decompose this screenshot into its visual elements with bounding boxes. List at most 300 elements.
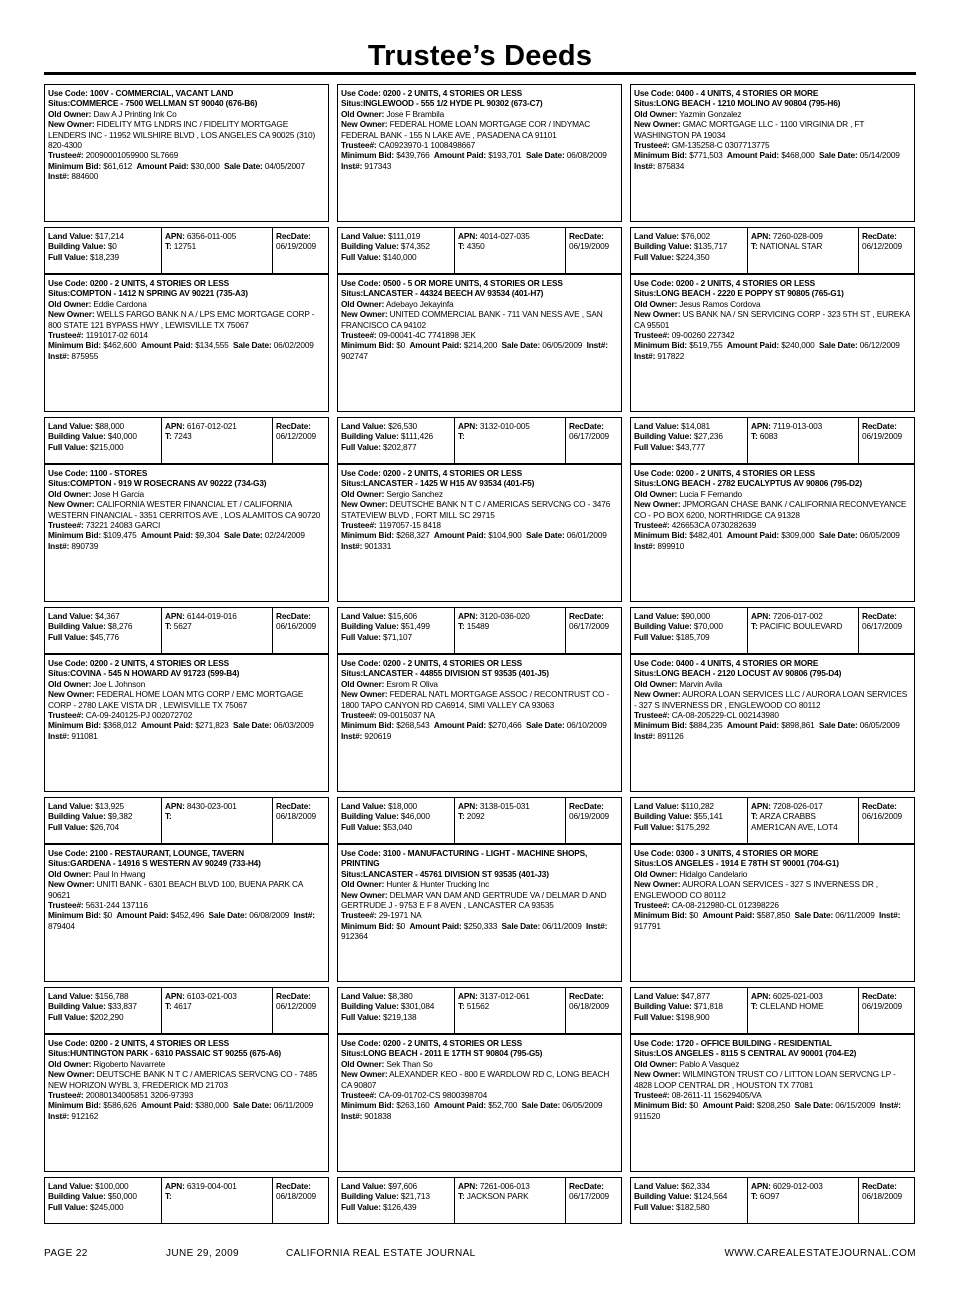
min-bid-value: $268,543 [396, 720, 430, 731]
new-owner-value: FIDELITY MTG LNDRS INC / FIDELITY MORTGAGE LENDERS INC - 11952 WILSHIRE BLVD , LOS ANGELES CA 90025 (310) 820-4300 [48, 119, 316, 151]
old-owner-value: Pablo A Vasquez [679, 1058, 740, 1069]
use-code-value: 0400 - 4 UNITS, 4 STORIES OR MORE [675, 658, 819, 668]
full-value-label: Full Value: [48, 251, 88, 262]
min-bid-value: $0 [103, 910, 113, 921]
sale-date-value: 06/05/2009 [542, 340, 583, 351]
land-value: $111,019 [388, 231, 421, 241]
deed-values [337, 227, 622, 274]
recdate-value: 06/16/2009 [862, 811, 903, 822]
t-label: T: [751, 1001, 758, 1012]
trustee-value: 426653CA 0730282639 [671, 520, 757, 531]
full-value: $18,239 [90, 251, 119, 262]
deed-record [337, 464, 622, 654]
full-value: $53,040 [383, 821, 412, 832]
full-value-label: Full Value: [341, 821, 381, 832]
min-bid-value: $0 [689, 910, 699, 921]
deed-record [630, 844, 915, 1034]
land-value-label: Land Value: [48, 801, 93, 811]
t-label: T: [165, 621, 172, 632]
inst-value: 912162 [71, 1110, 99, 1121]
land-value: $100,000 [95, 1181, 129, 1191]
deed-record [44, 844, 329, 1034]
situs-label: Situs: [341, 868, 364, 879]
amount-paid-value: $452,496 [170, 910, 205, 921]
recdate-label: RecDate: [276, 611, 311, 621]
inst-value: 920619 [364, 730, 392, 741]
trustee-label: Trustee#: [48, 150, 84, 161]
min-bid-label: Minimum Bid: [341, 530, 395, 541]
recdate-label: RecDate: [569, 231, 604, 241]
amount-paid-label: Amount Paid: [726, 340, 780, 351]
building-value: $21,713 [400, 1191, 430, 1202]
building-value: $55,141 [693, 811, 723, 822]
recdate-label: RecDate: [862, 421, 897, 431]
amount-paid-value: $468,000 [781, 150, 815, 161]
apn-label: APN: [751, 1181, 771, 1191]
amount-paid-value: $134,555 [195, 340, 229, 351]
building-value: $9,382 [107, 811, 133, 822]
apn-value: 6356-011-005 [186, 231, 237, 241]
recdate-value: 06/16/2009 [276, 621, 317, 632]
old-owner-label: Old Owner: [341, 1058, 385, 1069]
full-value: $202,877 [383, 441, 417, 452]
sale-date-label: Sale Date: [224, 160, 263, 171]
amount-paid-label: Amount Paid: [702, 910, 755, 921]
amount-paid-label: Amount Paid: [409, 340, 462, 351]
amount-paid-label: Amount Paid: [116, 910, 169, 921]
old-owner-label: Old Owner: [48, 1058, 92, 1069]
situs-value: COVINA - 545 N HOWARD AV 91723 (599-B4) [70, 668, 240, 679]
apn-value: 6103-021-003 [186, 991, 237, 1001]
amount-paid-value: $104,900 [488, 530, 522, 541]
full-value: $140,000 [383, 251, 417, 262]
full-value: $245,000 [90, 1201, 124, 1212]
situs-value: LONG BEACH - 2011 E 17TH ST 90804 (795-G5) [363, 1048, 543, 1059]
full-value-label: Full Value: [48, 631, 88, 642]
use-code-value: 0200 - 2 UNITS, 4 STORIES OR LESS [675, 468, 816, 478]
land-value-label: Land Value: [634, 231, 679, 241]
old-owner-label: Old Owner: [341, 108, 385, 119]
trustee-label: Trustee#: [634, 140, 670, 151]
recdate-cell [565, 798, 621, 843]
deed-record [630, 274, 915, 464]
t-value: NATIONAL STAR [759, 241, 823, 252]
trustee-label: Trustee#: [341, 710, 377, 721]
deed-values [337, 417, 622, 464]
apn-cell [747, 988, 858, 1033]
apn-value: 7260-028-009 [772, 231, 823, 241]
new-owner-label: New Owner: [634, 119, 681, 130]
values-cell [338, 418, 454, 463]
land-value: $97,606 [388, 1181, 418, 1191]
new-owner-label: New Owner: [634, 689, 681, 700]
deed-values [44, 417, 329, 464]
building-value-label: Building Value: [634, 621, 692, 632]
apn-value: 3120-036-020 [479, 611, 530, 621]
values-cell [631, 798, 747, 843]
t-label: T: [751, 621, 758, 632]
full-value-label: Full Value: [48, 821, 88, 832]
sale-date-label: Sale Date: [224, 530, 263, 541]
land-value-label: Land Value: [634, 421, 679, 431]
use-code-value: 1720 - OFFICE BUILDING - RESIDENTIAL [675, 1038, 832, 1048]
deed-record [337, 654, 622, 844]
recdate-value: 06/12/2009 [276, 431, 317, 442]
deed-record [44, 1034, 329, 1224]
recdate-cell [272, 228, 328, 273]
full-value-label: Full Value: [48, 1011, 88, 1022]
land-value-label: Land Value: [634, 611, 679, 621]
sale-date-label: Sale Date: [525, 720, 565, 731]
deed-values [630, 987, 915, 1034]
min-bid-label: Minimum Bid: [341, 720, 395, 731]
new-owner-label: New Owner: [341, 889, 388, 900]
apn-cell [747, 418, 858, 463]
trustee-label: Trustee#: [48, 900, 84, 911]
old-owner-value: Sek Than So [386, 1058, 433, 1069]
trustee-label: Trustee#: [634, 900, 670, 911]
inst-label: Inst#: [879, 1100, 901, 1111]
old-owner-value: Hunter & Hunter Trucking Inc [386, 879, 490, 890]
values-cell [45, 418, 161, 463]
building-value-label: Building Value: [634, 1001, 692, 1012]
situs-value: INGLEWOOD - 555 1/2 HYDE PL 90302 (673-C7) [363, 98, 543, 109]
old-owner-label: Old Owner: [48, 488, 92, 499]
trustee-value: 09-0015037 NA [378, 710, 435, 721]
apn-label: APN: [165, 1181, 185, 1191]
land-value: $14,081 [681, 421, 711, 431]
apn-cell [161, 608, 272, 653]
t-label: T: [751, 241, 758, 252]
recdate-cell [272, 988, 328, 1033]
apn-cell [747, 798, 858, 843]
min-bid-value: $368,012 [103, 720, 137, 731]
inst-value: 917791 [634, 920, 661, 931]
apn-value: 7261-006-013 [479, 1181, 530, 1191]
land-value-label: Land Value: [48, 231, 93, 241]
old-owner-value: Jesus Ramos Cordova [679, 298, 761, 309]
situs-label: Situs: [634, 668, 657, 679]
deed-record [44, 84, 329, 274]
recdate-value: 06/18/2009 [276, 811, 317, 822]
apn-cell [454, 228, 565, 273]
min-bid-value: $771,503 [689, 150, 723, 161]
deed-values [630, 417, 915, 464]
recdate-cell [858, 798, 914, 843]
amount-paid-label: Amount Paid: [726, 720, 780, 731]
use-code-value: 0200 - 2 UNITS, 4 STORIES OR LESS [675, 278, 816, 288]
amount-paid-value: $240,000 [781, 340, 815, 351]
t-value: 12751 [173, 241, 197, 252]
apn-cell [454, 1178, 565, 1223]
inst-value: 911520 [634, 1110, 661, 1121]
apn-cell [747, 1178, 858, 1223]
inst-value: 891126 [657, 730, 684, 741]
use-code-value: 0200 - 2 UNITS, 4 STORIES OR LESS [382, 1038, 523, 1048]
old-owner-value: Adebayo Jekayinfa [385, 298, 454, 309]
inst-label: Inst#: [586, 340, 608, 351]
deed-details [44, 274, 329, 412]
trustee-value: 5631-244 137116 [85, 900, 148, 911]
inst-label: Inst#: [634, 350, 656, 361]
building-value: $124,564 [693, 1191, 728, 1202]
use-code-label: Use Code: [341, 278, 381, 288]
deed-details [337, 274, 622, 412]
situs-label: Situs: [48, 858, 71, 869]
inst-label: Inst#: [48, 171, 70, 182]
sale-date-label: Sale Date: [501, 920, 541, 931]
min-bid-label: Minimum Bid: [48, 910, 102, 921]
deed-details [630, 654, 915, 792]
t-value: PACIFIC BOULEVARD [759, 621, 843, 632]
situs-label: Situs: [48, 288, 71, 299]
recdate-label: RecDate: [276, 231, 311, 241]
min-bid-label: Minimum Bid: [48, 530, 102, 541]
trustee-value: 73221 24083 GARCI [85, 520, 161, 531]
old-owner-label: Old Owner: [634, 108, 678, 119]
use-code-value: 0200 - 2 UNITS, 4 STORIES OR LESS [89, 1038, 230, 1048]
sale-date-value: 06/01/2009 [566, 530, 607, 541]
values-cell [45, 988, 161, 1033]
trustee-value: 20080134005851 3206-97393 [85, 1090, 194, 1101]
situs-value: COMPTON - 1412 N SPRING AV 90221 (735-A3) [70, 288, 248, 299]
min-bid-value: $109,475 [103, 530, 137, 541]
apn-label: APN: [458, 1181, 478, 1191]
amount-paid-value: $9,304 [195, 530, 220, 541]
trustee-label: Trustee#: [48, 520, 84, 531]
recdate-cell [858, 228, 914, 273]
old-owner-label: Old Owner: [48, 298, 92, 309]
situs-value: GARDENA - 14916 S WESTERN AV 90249 (733-H4) [70, 858, 261, 869]
t-label: T: [458, 621, 465, 632]
apn-label: APN: [458, 801, 478, 811]
situs-value: COMPTON - 919 W ROSECRANS AV 90222 (734-G3) [70, 478, 267, 489]
deed-details [44, 844, 329, 982]
t-value: 5627 [173, 621, 192, 632]
use-code-value: 100V - COMMERCIAL, VACANT LAND [89, 88, 234, 98]
recdate-value: 06/17/2009 [569, 1191, 610, 1202]
building-value: $33,837 [107, 1001, 137, 1012]
min-bid-value: $263,160 [396, 1100, 430, 1111]
t-value: 7243 [173, 431, 192, 442]
building-value: $0 [107, 241, 117, 252]
apn-cell [454, 798, 565, 843]
values-cell [631, 988, 747, 1033]
t-label: T: [458, 811, 465, 822]
amount-paid-label: Amount Paid: [409, 920, 462, 931]
new-owner-label: New Owner: [341, 309, 388, 320]
new-owner-label: New Owner: [341, 689, 388, 700]
old-owner-label: Old Owner: [634, 488, 678, 499]
inst-value: 911081 [71, 730, 98, 741]
apn-label: APN: [458, 421, 478, 431]
old-owner-label: Old Owner: [341, 298, 385, 309]
apn-value: 6025-021-003 [772, 991, 823, 1001]
min-bid-label: Minimum Bid: [634, 910, 688, 921]
recdate-cell [565, 228, 621, 273]
recdate-cell [858, 1178, 914, 1223]
new-owner-value: US BANK NA / SN SERVICING CORP - 323 5TH ST , EUREKA CA 95501 [634, 309, 910, 330]
min-bid-label: Minimum Bid: [634, 1100, 688, 1111]
old-owner-value: Sergio Sanchez [386, 488, 443, 499]
new-owner-value: CALIFORNIA WESTER FINANCIAL ET / CALIFORNIA WESTERN FINANCIAL - 3351 CERRITOS AVE , LOS ALAMITOS CA 90720 [48, 499, 321, 520]
t-value: ARZA CRABBS AMER1CAN AVE, LOT4 [751, 811, 838, 832]
trustee-label: Trustee#: [341, 1090, 377, 1101]
use-code-value: 0500 - 5 OR MORE UNITS, 4 STORIES OR LESS [382, 278, 563, 288]
values-cell [45, 1178, 161, 1223]
use-code-label: Use Code: [634, 658, 674, 668]
new-owner-value: UNITED COMMERCIAL BANK - 711 VAN NESS AVE , SAN FRANCISCO CA 94102 [341, 309, 603, 330]
footer-page-number: PAGE 22 [44, 1248, 88, 1259]
apn-label: APN: [458, 611, 478, 621]
trustee-value: 09-00260 227342 [671, 330, 735, 341]
land-value: $18,000 [388, 801, 418, 811]
recdate-cell [858, 418, 914, 463]
building-value-label: Building Value: [48, 241, 106, 252]
apn-value: 3132-010-005 [479, 421, 530, 431]
old-owner-label: Old Owner: [48, 868, 92, 879]
old-owner-value: Lucia F Fernando [679, 488, 743, 499]
full-value: $219,138 [383, 1011, 417, 1022]
new-owner-label: New Owner: [48, 879, 95, 890]
land-value: $8,380 [388, 991, 413, 1001]
building-value-label: Building Value: [48, 1191, 106, 1202]
amount-paid-label: Amount Paid: [433, 720, 487, 731]
amount-paid-label: Amount Paid: [140, 530, 194, 541]
sale-date-label: Sale Date: [794, 1100, 834, 1111]
full-value-label: Full Value: [48, 441, 88, 452]
inst-value: 901331 [364, 540, 392, 551]
use-code-label: Use Code: [341, 468, 381, 478]
situs-value: LOS ANGELES - 8115 S CENTRAL AV 90001 (704-E2) [656, 1048, 857, 1059]
deed-details [44, 464, 329, 602]
inst-value: 912364 [341, 931, 368, 942]
deed-record [44, 274, 329, 464]
recdate-label: RecDate: [862, 611, 897, 621]
trustee-value: CA-08-212980-CL 012398226 [671, 900, 779, 911]
use-code-label: Use Code: [341, 1038, 381, 1048]
old-owner-value: Paul In Hwang [93, 868, 146, 879]
use-code-value: 3100 - MANUFACTURING - LIGHT - MACHINE SHOPS, PRINTING [341, 848, 588, 869]
inst-value: 917343 [364, 160, 392, 171]
inst-label: Inst#: [634, 540, 656, 551]
trustee-label: Trustee#: [48, 330, 84, 341]
full-value: $215,000 [90, 441, 124, 452]
land-value-label: Land Value: [341, 991, 386, 1001]
inst-value: 901838 [364, 1110, 392, 1121]
deed-record [630, 654, 915, 844]
amount-paid-value: $208,250 [756, 1100, 791, 1111]
deed-values [337, 1177, 622, 1224]
apn-cell [454, 418, 565, 463]
amount-paid-value: $898,861 [781, 720, 815, 731]
t-label: T: [165, 811, 172, 822]
situs-label: Situs: [341, 288, 364, 299]
old-owner-label: Old Owner: [341, 678, 385, 689]
inst-value: 875955 [71, 350, 99, 361]
footer-date: JUNE 29, 2009 [166, 1248, 240, 1259]
deed-column [630, 84, 915, 1224]
land-value: $26,530 [388, 421, 418, 431]
new-owner-value: FEDERAL HOME LOAN MORTGAGE COR / INDYMAC FEDERAL BANK - 155 N LAKE AVE , PASADENA CA 91101 [341, 119, 591, 140]
new-owner-value: UNITI BANK - 6301 BEACH BLVD 100, BUENA PARK CA 90621 [48, 879, 303, 900]
inst-value: 902747 [341, 350, 368, 361]
trustee-value: 29-1971 NA [378, 910, 422, 921]
full-value: $182,580 [676, 1201, 710, 1212]
full-value: $45,776 [90, 631, 119, 642]
situs-label: Situs: [634, 1048, 657, 1059]
new-owner-label: New Owner: [634, 879, 681, 890]
building-value-label: Building Value: [341, 1001, 399, 1012]
sale-date-value: 06/05/2009 [859, 530, 900, 541]
recdate-cell [272, 798, 328, 843]
situs-label: Situs: [341, 1048, 364, 1059]
values-cell [631, 418, 747, 463]
apn-label: APN: [165, 611, 185, 621]
building-value-label: Building Value: [341, 1191, 399, 1202]
sale-date-label: Sale Date: [501, 340, 541, 351]
t-label: T: [458, 241, 465, 252]
recdate-cell [565, 418, 621, 463]
recdate-value: 06/19/2009 [569, 811, 610, 822]
deed-values [337, 797, 622, 844]
situs-label: Situs: [634, 478, 657, 489]
recdate-label: RecDate: [569, 611, 604, 621]
building-value: $46,000 [400, 811, 430, 822]
apn-value: 3137-012-061 [479, 991, 530, 1001]
use-code-value: 0200 - 2 UNITS, 4 STORIES OR LESS [382, 658, 523, 668]
t-label: T: [458, 1001, 465, 1012]
building-value-label: Building Value: [634, 431, 692, 442]
old-owner-value: Eddie Cardona [93, 298, 147, 309]
inst-value: 879404 [48, 920, 75, 931]
building-value: $8,276 [107, 621, 133, 632]
use-code-label: Use Code: [48, 88, 88, 98]
deed-record [337, 84, 622, 274]
apn-value: 6144-019-016 [186, 611, 237, 621]
amount-paid-value: $270,466 [488, 720, 522, 731]
inst-label: Inst#: [48, 350, 70, 361]
use-code-value: 1100 - STORES [89, 468, 148, 478]
apn-value: 6167-012-021 [186, 421, 237, 431]
sale-date-label: Sale Date: [794, 910, 834, 921]
situs-value: LANCASTER - 45761 DIVISION ST 93535 (401-J3) [363, 868, 549, 879]
use-code-label: Use Code: [48, 1038, 88, 1048]
new-owner-value: DELMAR VAN DAM AND GERTRUDE VA / DELMAR D AND GERTRUDE J - 9753 E F 8 AVEN , LANCASTER CA 93535 [341, 889, 607, 911]
apn-label: APN: [165, 231, 185, 241]
trustee-label: Trustee#: [634, 710, 670, 721]
use-code-label: Use Code: [48, 848, 88, 858]
land-value-label: Land Value: [634, 1181, 679, 1191]
min-bid-value: $0 [396, 340, 406, 351]
use-code-value: 0300 - 3 UNITS, 4 STORIES OR MORE [675, 848, 819, 858]
situs-label: Situs: [341, 478, 364, 489]
building-value: $74,352 [400, 241, 430, 252]
trustee-label: Trustee#: [634, 1090, 670, 1101]
new-owner-value: FEDERAL NATL MORTGAGE ASSOC / RECONTRUST CO - 1800 TAPO CANYON RD CA6914, SIMI VALLEY CA 93063 [341, 689, 610, 710]
building-value-label: Building Value: [48, 811, 106, 822]
deed-values [44, 987, 329, 1034]
building-value: $40,000 [107, 431, 137, 442]
apn-value: 7208-026-017 [772, 801, 823, 811]
deed-column [44, 84, 329, 1224]
full-value-label: Full Value: [341, 1201, 381, 1212]
deed-details [337, 844, 622, 982]
land-value: $15,606 [388, 611, 418, 621]
amount-paid-label: Amount Paid: [433, 150, 487, 161]
apn-value: 7119-013-003 [772, 421, 823, 431]
values-cell [631, 608, 747, 653]
